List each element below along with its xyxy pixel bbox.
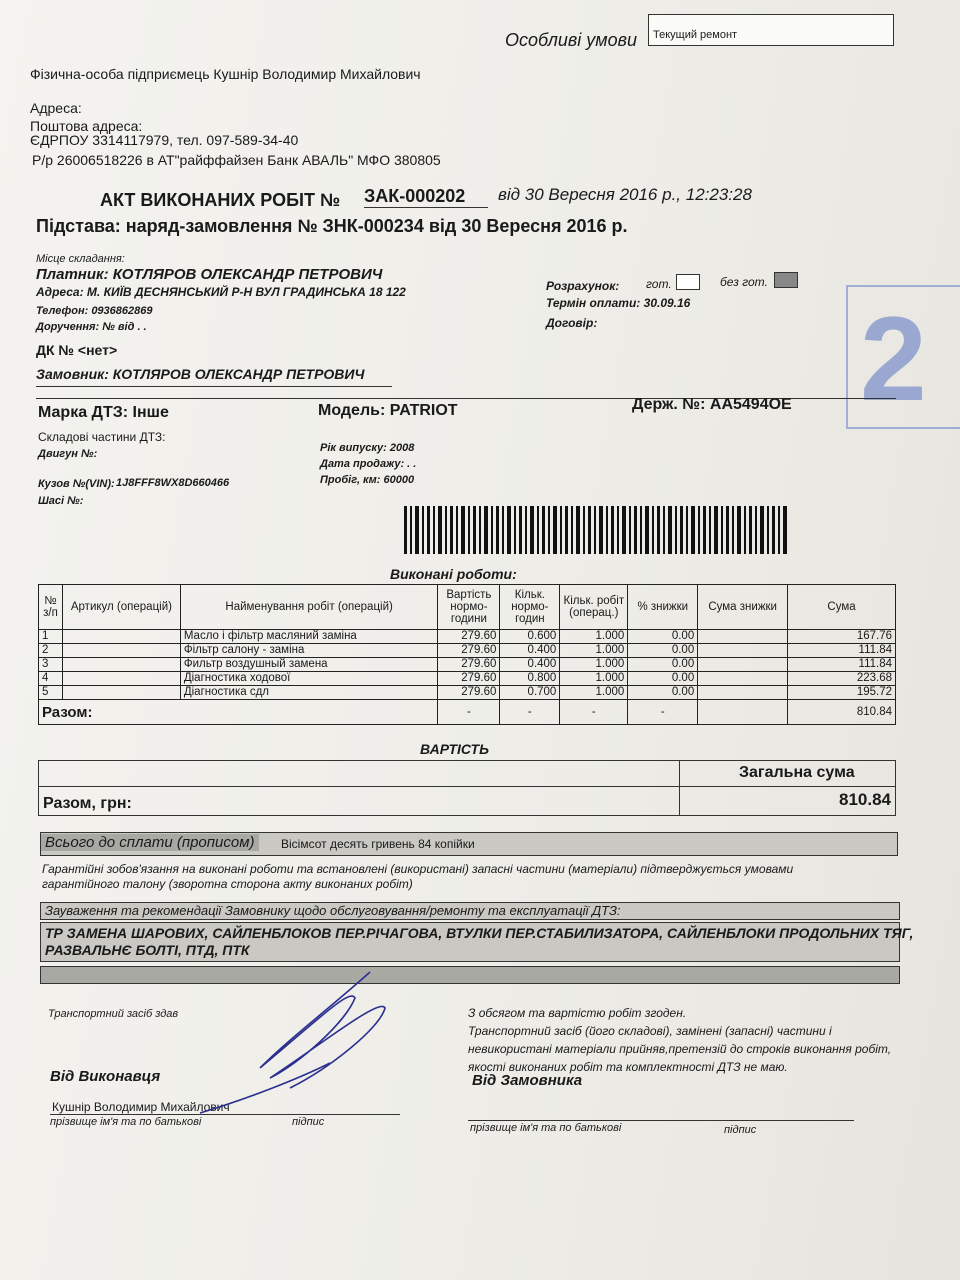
cell: 111.84 (788, 658, 896, 672)
cell: 195.72 (788, 686, 896, 700)
act-date: від 30 Вересня 2016 р., 12:23:28 (498, 185, 752, 204)
act-basis: Підстава: наряд-замовлення № ЗНК-000234 від 30 Вересня 2016 р. (36, 216, 628, 236)
vehicle-brand: Марка ДТЗ: Інше (38, 404, 169, 421)
vehicle-body-label: Кузов №(VIN): (38, 478, 115, 490)
act-number: ЗАК-000202 (364, 186, 488, 208)
cell (698, 658, 788, 672)
customer-sign-label: підпис (724, 1124, 757, 1136)
vehicle-chassis: Шасі №: (38, 495, 84, 507)
cell (698, 644, 788, 658)
payer-address: Адреса: М. КИЇВ ДЕСНЯНСЬКИЙ Р-Н ВУЛ ГРАДИНСЬКА 18 122 (36, 285, 406, 299)
cell: 1.000 (560, 658, 628, 672)
place-label: Місце складання: (36, 253, 125, 265)
remarks-label: Зауваження та рекомендації Замовнику щодо обслуговування/ремонту та експлуатації ДТЗ: (45, 903, 621, 918)
col-hours: Кільк. нормо-годин (500, 585, 560, 630)
special-conditions-label: Особливі умови (505, 30, 638, 50)
dash: - (560, 700, 628, 725)
remarks-bar (40, 902, 900, 920)
payment-label: Розрахунок: (546, 279, 620, 293)
agree-line-1: З обсягом та вартістю робіт згоден. (468, 1006, 687, 1020)
cell: 279.60 (438, 686, 500, 700)
cell: 223.68 (788, 672, 896, 686)
cash-checkbox[interactable] (676, 274, 700, 290)
cost-title: ВАРТІСТЬ (420, 741, 489, 757)
cell: 1.000 (560, 644, 628, 658)
table-header-row (39, 585, 896, 630)
cell: Масло і фільтр масляний заміна (180, 630, 438, 644)
cell: Діагностика сдл (180, 686, 438, 700)
contractor-name: Кушнір Володимир Михайлович (52, 1100, 230, 1114)
customer-sign-line (468, 1120, 854, 1121)
cell: 0.00 (628, 644, 698, 658)
issuer-address: Адреса: (30, 100, 82, 116)
cost-grand-label: Загальна сума (739, 764, 855, 781)
cell: Діагностика ходової (180, 672, 438, 686)
works-table (38, 584, 896, 725)
table-row (39, 686, 896, 700)
table-total-row (39, 700, 896, 725)
cell: 1.000 (560, 672, 628, 686)
payment-due: Термін оплати: 30.09.16 (546, 296, 691, 310)
cost-total: 810.84 (839, 790, 891, 809)
agree-line-2: Транспортний засіб (його складові), замінені (запасні) частини і (468, 1024, 832, 1038)
cell (698, 686, 788, 700)
cell: Фільтр салону - заміна (180, 644, 438, 658)
works-total: 810.84 (788, 700, 896, 725)
act-title: АКТ ВИКОНАНИХ РОБІТ № (100, 190, 341, 210)
dash: - (628, 700, 698, 725)
works-title: Виконані роботи: (390, 566, 517, 582)
cell (62, 686, 180, 700)
special-conditions-value: Текущий ремонт (653, 29, 738, 41)
col-sum: Сума (788, 585, 896, 630)
in-words-label: Всього до сплати (прописом) (41, 834, 259, 851)
from-contractor: Від Виконавця (50, 1068, 161, 1085)
cell: 1 (39, 630, 63, 644)
col-name: Найменування робіт (операцій) (180, 585, 438, 630)
noncash-checkbox[interactable] (774, 272, 798, 288)
cell: 279.60 (438, 672, 500, 686)
payment-cash-label: гот. (646, 277, 672, 291)
cell: Фильтр воздушный замена (180, 658, 438, 672)
handwritten-signature (180, 968, 480, 1118)
vehicle-mileage: Пробіг, км: 60000 (320, 474, 415, 486)
stamp-digit: 2 (860, 292, 927, 426)
cell (698, 700, 788, 725)
issuer-postal: Поштова адреса: (30, 118, 143, 134)
warranty-text: Гарантійні зобов'язання на виконані роботи та встановлені (використані) запасні частини (матеріали) підтверджується умовами гарантійного талону (зворотна сторона акту виконаних робіт) (42, 862, 794, 891)
cell: 1.000 (560, 630, 628, 644)
cell: 0.600 (500, 630, 560, 644)
cell: 1.000 (560, 686, 628, 700)
agree-line-3: невикористані матеріали прийняв,претензій до строків виконання робіт, (468, 1042, 892, 1056)
issuer-name: Фізична-особа підприємець Кушнір Володимир Михайлович (30, 66, 421, 82)
cell: 4 (39, 672, 63, 686)
cell: 111.84 (788, 644, 896, 658)
col-discount-pct: % знижки (628, 585, 698, 630)
remarks-line-2: РАЗВАЛЬНЄ БОЛТІ, ПТД, ПТК (45, 942, 250, 958)
cost-row-divider (39, 786, 895, 787)
payer-phone: Телефон: 0936862869 (36, 305, 153, 317)
handed-label: Транспортний засіб здав (48, 1008, 179, 1020)
payment-noncash-label: без гот. (720, 275, 768, 289)
in-words-value: Вісімсот десять гривень 84 копійки (281, 837, 475, 851)
from-customer: Від Замовника (472, 1072, 583, 1089)
cell: 167.76 (788, 630, 896, 644)
contract-label: Договір: (546, 316, 598, 330)
cell (698, 630, 788, 644)
col-qty: Кільк. робіт (операц.) (560, 585, 628, 630)
remarks-content-box (40, 922, 914, 962)
cell (62, 644, 180, 658)
cell: 0.00 (628, 672, 698, 686)
table-row (39, 658, 896, 672)
customer-fio-label: прізвище ім'я та по батькові (470, 1122, 622, 1134)
customer-name: Замовник: КОТЛЯРОВ ОЛЕКСАНДР ПЕТРОВИЧ (36, 366, 365, 382)
contractor-sign-label: підпис (292, 1116, 325, 1128)
vehicle-model: Модель: PATRIOT (318, 402, 458, 419)
issuer-edrpou: ЄДРПОУ 3314117979, тел. 097-589-34-40 (30, 132, 299, 148)
col-article: Артикул (операцій) (62, 585, 180, 630)
cell: 0.800 (500, 672, 560, 686)
dash: - (438, 700, 500, 725)
agree-line-4: якості виконаних робіт та комплектності ДТЗ не маю. (468, 1060, 788, 1074)
col-discount-sum: Сума знижки (698, 585, 788, 630)
payer-assignment: Доручення: № від . . (36, 321, 147, 333)
cost-divider (679, 761, 680, 815)
cell: 5 (39, 686, 63, 700)
remarks-line-1: ТР ЗАМЕНА ШАРОВИХ, САЙЛЕНБЛОКОВ ПЕР.РІЧАГОВА, ВТУЛКИ ПЕР.СТАБИЛИЗАТОРА, САЙЛЕНБЛОКИ ПРОДОЛЬНИХ ТЯГ, (45, 925, 914, 941)
cell: 279.60 (438, 630, 500, 644)
cell (698, 672, 788, 686)
col-number: № з/п (39, 585, 63, 630)
cell: 279.60 (438, 644, 500, 658)
cell: 279.60 (438, 658, 500, 672)
table-row (39, 644, 896, 658)
vehicle-year: Рік випуску: 2008 (320, 442, 415, 454)
in-words-bar (40, 832, 898, 856)
cell: 0.00 (628, 686, 698, 700)
special-conditions-box (648, 14, 894, 46)
vehicle-engine: Двигун №: (38, 448, 98, 460)
vehicle-plate: Держ. №: AA5494OE (632, 396, 792, 413)
contractor-fio-label: прізвище ім'я та по батькові (50, 1116, 202, 1128)
table-row (39, 672, 896, 686)
dk-number: ДК № <нет> (36, 342, 118, 358)
col-rate: Вартість нормо-години (438, 585, 500, 630)
cell (62, 672, 180, 686)
cell (62, 630, 180, 644)
cell: 0.400 (500, 644, 560, 658)
cell: 3 (39, 658, 63, 672)
dash: - (500, 700, 560, 725)
table-row (39, 630, 896, 644)
customer-underline (36, 386, 392, 387)
cell: 0.700 (500, 686, 560, 700)
cell: 0.00 (628, 630, 698, 644)
barcode (404, 506, 790, 554)
cell: 0.00 (628, 658, 698, 672)
vehicle-vin: 1J8FFF8WX8D660466 (116, 477, 230, 489)
cell: 0.400 (500, 658, 560, 672)
cost-box (38, 760, 896, 816)
vehicle-parts: Складові частини ДТЗ: (38, 430, 166, 444)
cell: 2 (39, 644, 63, 658)
payer-name: Платник: КОТЛЯРОВ ОЛЕКСАНДР ПЕТРОВИЧ (36, 266, 383, 283)
issuer-bank: Р/р 26006518226 в АТ"райффайзен Банк АВАЛЬ" МФО 380805 (32, 152, 441, 168)
cost-total-label: Разом, грн: (43, 795, 132, 812)
vehicle-sale-date: Дата продажу: . . (320, 458, 417, 470)
cell (62, 658, 180, 672)
works-total-label: Разом: (39, 700, 438, 725)
